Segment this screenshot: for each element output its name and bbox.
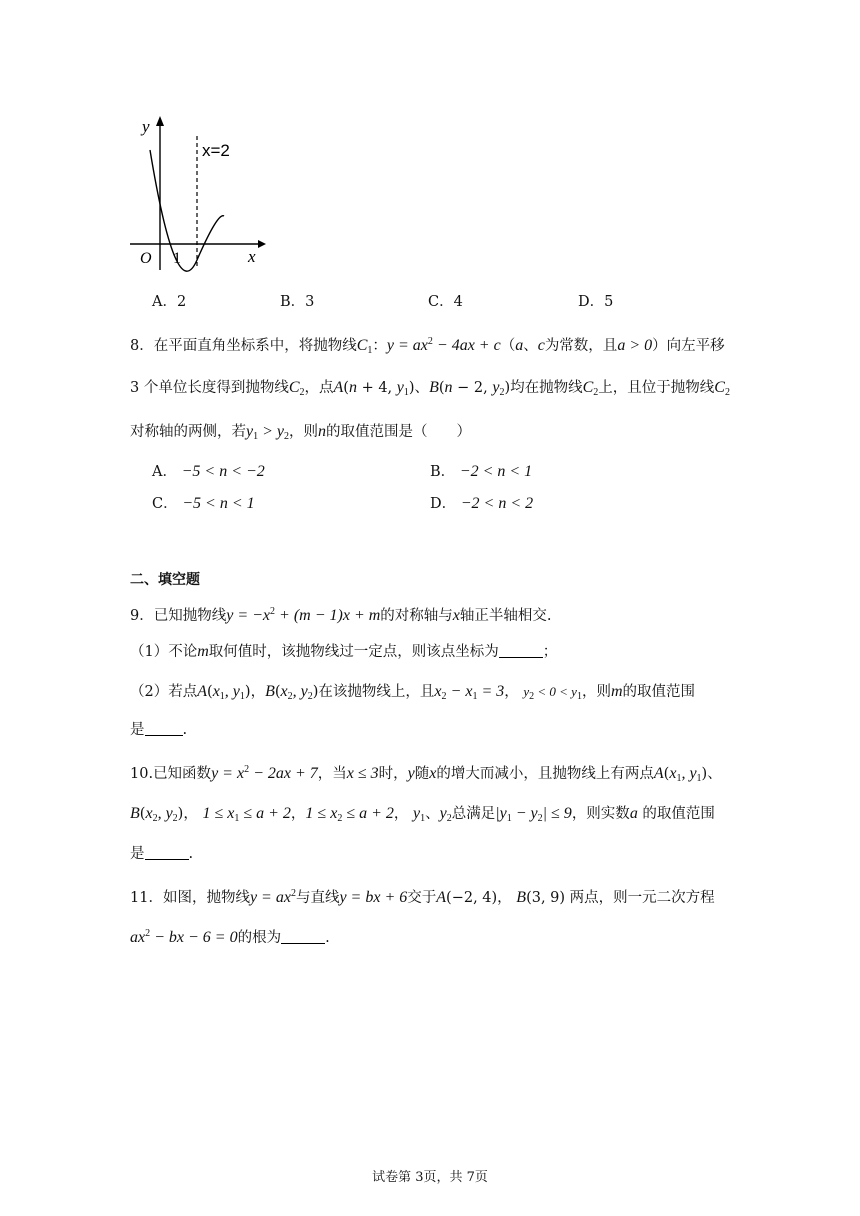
q9-answer-blank-2[interactable] — [145, 721, 183, 736]
q9-part-2: （2）若点$A(x_1$, $y_1$)，$B(x_2$, $y_2$)在该抛物线上，且$x_2 - x_1 = 3$， $y_2 < 0 < y_1$，则m的取值范围 — [130, 683, 696, 702]
q11-line-1: 11．如图，抛物线$y = ax^2$与直线y = bx + 6交于A(−2, 4)， B(3, 9) 两点，则一元二次方程 — [130, 888, 715, 906]
q11-line-2: $ax^2$ − bx − 6 = 0的根为 . — [130, 928, 330, 946]
q8-line-3: 对称轴的两侧，若$y_1 > y_2$，则n的取值范围是（ ） — [130, 423, 472, 442]
q9-line-1: 9．已知抛物线$y = -x^2 + (m - 1)x + m$的对称轴与x轴正半轴相交. — [130, 606, 552, 624]
q10-line-1: 10.已知函数$y = x^2 - 2ax + 7$，当x ≤ 3时，y随x的增大而减小，且抛物线上有两点$A(x_1$, $y_1$)、 — [130, 764, 722, 784]
q8-option-c: C． −5 < n < 1 — [152, 495, 255, 512]
q7-option-d: D．5 — [578, 294, 614, 310]
q11-answer-blank[interactable] — [281, 929, 325, 944]
q10-line-2: $B(x_2$, $y_2$)， $1 \le x_1 \le a + 2$，$1 \le x_2 \le a + 2$， $y_1$、$y_2$总满足$|y_1 - y_2| \le 9$，则实数a 的取值范围 — [130, 805, 715, 824]
y-axis-label: y — [142, 117, 150, 136]
page-footer: 试卷第 3页，共 7页 — [372, 1170, 488, 1185]
x-axis-arrow-icon — [258, 240, 266, 248]
q9-part-1: （1）不论m取何值时，该抛物线过一定点，则该点坐标为 ； — [130, 643, 558, 660]
symmetry-line-label: x=2 — [202, 141, 230, 160]
origin-label: O — [140, 250, 152, 267]
section-heading-fill-in: 二、填空题 — [130, 572, 200, 588]
q9-part-2-end: 是 . — [130, 722, 188, 738]
tick-label-one: 1 — [173, 250, 181, 267]
q7-option-a: A．2 — [152, 294, 187, 310]
q9-answer-blank-1[interactable] — [499, 643, 543, 658]
parabola-graph-figure — [120, 112, 270, 272]
q7-option-c: C．4 — [428, 294, 463, 310]
q10-answer-blank[interactable] — [145, 845, 189, 860]
y-axis-arrow-icon — [156, 116, 164, 126]
q8-line-2: 3 个单位长度得到抛物线$C_2$，点A(n + 4, $y_1$)、B(n − 2, $y_2$)均在抛物线$C_2$上，且位于抛物线$C_2$ — [130, 379, 730, 398]
x-axis-label: x — [248, 247, 256, 266]
q8-line-1: 8．在平面直角坐标系中，将抛物线$C_1$：$y = ax^2 - 4ax + c(a$、c为常数，且a > 0）向左平移 — [130, 336, 725, 356]
parabola-curve — [150, 150, 224, 271]
q7-option-b: B．3 — [280, 294, 315, 310]
q8-option-b: B． −2 < n < 1 — [430, 463, 533, 480]
q8-option-a: A． −5 < n < −2 — [152, 463, 265, 480]
q10-line-3: 是 . — [130, 846, 194, 862]
q8-option-d: D． −2 < n < 2 — [430, 495, 534, 512]
